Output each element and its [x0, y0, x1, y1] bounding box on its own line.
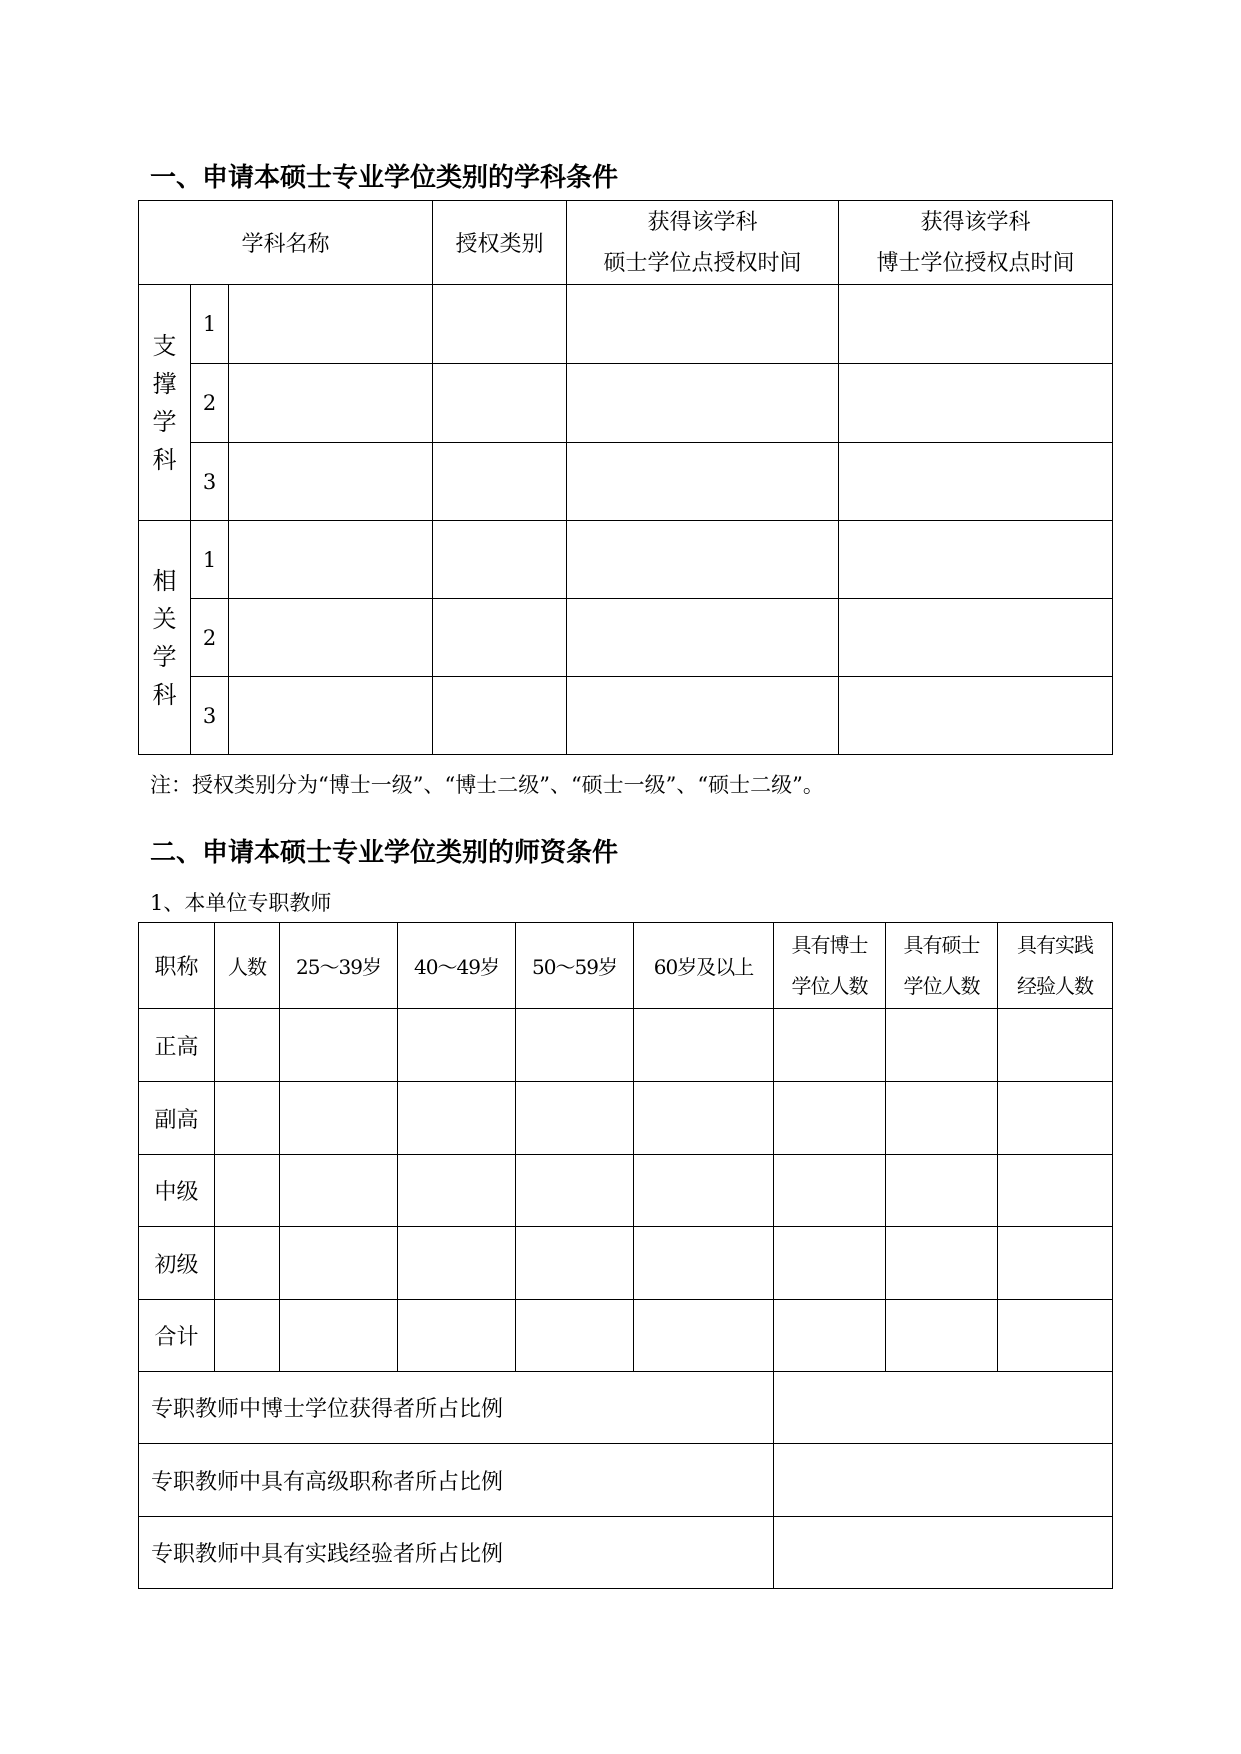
- doctor-time-cell[interactable]: [839, 521, 1113, 599]
- header-master-count: [886, 923, 998, 1009]
- doctor-time-cell[interactable]: [839, 285, 1113, 364]
- subject-name-cell[interactable]: [229, 521, 433, 599]
- data-cell[interactable]: [398, 1227, 516, 1300]
- doctor-time-cell[interactable]: [839, 364, 1113, 443]
- data-cell[interactable]: [398, 1009, 516, 1082]
- master-time-cell[interactable]: [567, 599, 839, 677]
- row-title-total: 合计: [139, 1300, 215, 1372]
- auth-type-cell[interactable]: [433, 364, 567, 443]
- header-doctor-time-line2: 博士学位授权点时间: [876, 250, 1075, 276]
- master-time-cell[interactable]: [567, 521, 839, 599]
- group-label-related: [139, 521, 191, 755]
- data-cell[interactable]: [774, 1227, 886, 1300]
- header-master-line1: 具有硕士: [903, 932, 980, 957]
- header-count: 人数: [215, 923, 280, 1009]
- data-cell[interactable]: [998, 1082, 1113, 1155]
- group-label-char: 撑: [152, 369, 177, 398]
- header-age-60-plus: 60岁及以上: [634, 923, 774, 1009]
- doctor-time-cell[interactable]: [839, 443, 1113, 521]
- data-cell[interactable]: [886, 1227, 998, 1300]
- row-title-associate: 副高: [139, 1082, 215, 1155]
- auth-type-cell[interactable]: [433, 443, 567, 521]
- subject-name-cell[interactable]: [229, 443, 433, 521]
- row-number: 3: [191, 443, 229, 521]
- row-number: 1: [191, 521, 229, 599]
- group-label-char: 科: [152, 445, 177, 474]
- data-cell[interactable]: [215, 1082, 280, 1155]
- subject-name-cell[interactable]: [229, 364, 433, 443]
- auth-type-cell[interactable]: [433, 599, 567, 677]
- data-cell[interactable]: [774, 1082, 886, 1155]
- auth-type-cell[interactable]: [433, 521, 567, 599]
- subject-name-cell[interactable]: [229, 285, 433, 364]
- data-cell[interactable]: [634, 1155, 774, 1227]
- group-label-char: 学: [152, 642, 177, 671]
- data-cell[interactable]: [516, 1082, 634, 1155]
- data-cell[interactable]: [398, 1082, 516, 1155]
- header-practice-line2: 经验人数: [1017, 973, 1093, 998]
- ratio-value-cell[interactable]: [774, 1372, 1113, 1444]
- header-age-40-49: 40～49岁: [398, 923, 516, 1009]
- data-cell[interactable]: [215, 1009, 280, 1082]
- data-cell[interactable]: [774, 1155, 886, 1227]
- row-title-intermediate: 中级: [139, 1155, 215, 1227]
- header-phd-count: [774, 923, 886, 1009]
- data-cell[interactable]: [998, 1300, 1113, 1372]
- header-title: 职称: [139, 923, 215, 1009]
- header-doctor-time: [839, 201, 1113, 285]
- header-auth-type: 授权类别: [433, 201, 567, 285]
- data-cell[interactable]: [516, 1227, 634, 1300]
- data-cell[interactable]: [280, 1009, 398, 1082]
- data-cell[interactable]: [398, 1155, 516, 1227]
- ratio-label-phd: 专职教师中博士学位获得者所占比例: [139, 1372, 774, 1444]
- header-master-line2: 学位人数: [903, 973, 980, 998]
- data-cell[interactable]: [516, 1155, 634, 1227]
- doctor-time-cell[interactable]: [839, 599, 1113, 677]
- header-phd-line2: 学位人数: [791, 973, 868, 998]
- data-cell[interactable]: [215, 1155, 280, 1227]
- header-age-25-39: 25～39岁: [280, 923, 398, 1009]
- data-cell[interactable]: [634, 1227, 774, 1300]
- ratio-value-cell[interactable]: [774, 1517, 1113, 1589]
- section1-title: 一、申请本硕士专业学位类别的学科条件: [150, 163, 619, 193]
- header-master-time: [567, 201, 839, 285]
- row-number: 3: [191, 677, 229, 755]
- ratio-value-cell[interactable]: [774, 1444, 1113, 1517]
- row-title-senior: 正高: [139, 1009, 215, 1082]
- header-practice-count: [998, 923, 1113, 1009]
- row-number: 2: [191, 599, 229, 677]
- auth-type-cell[interactable]: [433, 285, 567, 364]
- group-label-char: 相: [152, 566, 177, 595]
- data-cell[interactable]: [280, 1155, 398, 1227]
- ratio-label-senior: 专职教师中具有高级职称者所占比例: [139, 1444, 774, 1517]
- row-number: 1: [191, 285, 229, 364]
- faculty-conditions-table: [138, 922, 1113, 1589]
- data-cell[interactable]: [516, 1300, 634, 1372]
- data-cell[interactable]: [998, 1155, 1113, 1227]
- data-cell[interactable]: [516, 1009, 634, 1082]
- data-cell[interactable]: [886, 1300, 998, 1372]
- header-master-time-line2: 硕士学位点授权时间: [603, 250, 802, 276]
- subject-name-cell[interactable]: [229, 599, 433, 677]
- header-subject-name: 学科名称: [139, 201, 433, 285]
- data-cell[interactable]: [398, 1300, 516, 1372]
- data-cell[interactable]: [634, 1300, 774, 1372]
- data-cell[interactable]: [998, 1009, 1113, 1082]
- master-time-cell[interactable]: [567, 443, 839, 521]
- data-cell[interactable]: [280, 1227, 398, 1300]
- master-time-cell[interactable]: [567, 285, 839, 364]
- ratio-label-practice: 专职教师中具有实践经验者所占比例: [139, 1517, 774, 1589]
- data-cell[interactable]: [774, 1300, 886, 1372]
- data-cell[interactable]: [998, 1227, 1113, 1300]
- master-time-cell[interactable]: [567, 364, 839, 443]
- data-cell[interactable]: [215, 1227, 280, 1300]
- data-cell[interactable]: [634, 1082, 774, 1155]
- master-time-cell[interactable]: [567, 677, 839, 755]
- header-doctor-time-line1: 获得该学科: [920, 209, 1031, 235]
- group-label-supporting: [139, 285, 191, 521]
- data-cell[interactable]: [886, 1082, 998, 1155]
- group-label-char: 支: [152, 331, 177, 360]
- data-cell[interactable]: [215, 1300, 280, 1372]
- row-title-junior: 初级: [139, 1227, 215, 1300]
- header-age-50-59: 50～59岁: [516, 923, 634, 1009]
- header-master-time-line1: 获得该学科: [647, 209, 758, 235]
- group-label-char: 学: [152, 407, 177, 436]
- data-cell[interactable]: [774, 1009, 886, 1082]
- row-number: 2: [191, 364, 229, 443]
- header-phd-line1: 具有博士: [791, 932, 868, 957]
- section2-subtitle: 1、本单位专职教师: [150, 891, 332, 915]
- group-label-char: 关: [152, 604, 177, 633]
- subject-name-cell[interactable]: [229, 677, 433, 755]
- doctor-time-cell[interactable]: [839, 677, 1113, 755]
- section2-title: 二、申请本硕士专业学位类别的师资条件: [150, 838, 619, 868]
- subject-conditions-table: [138, 200, 1113, 755]
- data-cell[interactable]: [280, 1300, 398, 1372]
- auth-type-note: 注：授权类别分为“博士一级”、“博士二级”、“硕士一级”、“硕士二级”。: [150, 773, 824, 797]
- data-cell[interactable]: [886, 1155, 998, 1227]
- header-practice-line1: 具有实践: [1017, 932, 1093, 957]
- data-cell[interactable]: [634, 1009, 774, 1082]
- group-label-char: 科: [152, 680, 177, 709]
- data-cell[interactable]: [886, 1009, 998, 1082]
- auth-type-cell[interactable]: [433, 677, 567, 755]
- data-cell[interactable]: [280, 1082, 398, 1155]
